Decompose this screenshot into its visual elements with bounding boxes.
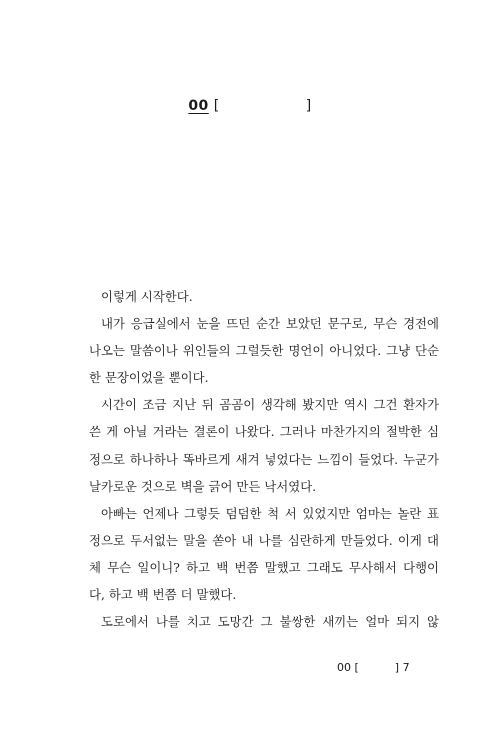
paragraph-3-line-1: 시간이 조금 지난 뒤 곰곰이 생각해 봤지만 역시 그건 환자가 bbox=[101, 397, 439, 413]
page-number: 7 bbox=[402, 661, 410, 674]
paragraph-4-line-1: 아빠는 언제나 그렇듯 덤덤한 척 서 있었지만 엄마는 놀란 표 bbox=[101, 505, 439, 521]
paragraph-1-line-1: 이렇게 시작한다. bbox=[101, 289, 193, 304]
paragraph-5-line-1: 도로에서 나를 치고 도망간 그 불쌍한 새끼는 얼마 되지 않 bbox=[101, 614, 439, 630]
paragraph-3-line-4: 날카로운 것으로 벽을 긁어 만든 낙서였다. bbox=[89, 478, 317, 494]
paragraph-2-line-3: 한 문장이었을 뿐이다. bbox=[89, 370, 209, 386]
paragraph-2-line-1: 내가 응급실에서 눈을 뜨던 순간 보았던 문구로, 무슨 경전에 bbox=[101, 316, 439, 332]
paragraph-3-line-3: 정으로 하나하나 똑바르게 새겨 넣었다는 느낌이 들었다. 누군가 bbox=[89, 451, 439, 467]
footer-open-bracket: [ bbox=[354, 661, 359, 674]
paragraph-4-line-4: 다, 하고 백 번쯤 더 말했다. bbox=[89, 587, 237, 603]
chapter-heading bbox=[0, 98, 500, 114]
paragraph-4-line-3: 체 무슨 일이니? 하고 백 번쯤 말했고 그래도 무사해서 다행이 bbox=[89, 559, 439, 575]
page-footer bbox=[337, 661, 410, 674]
chapter-close-bracket: ] bbox=[305, 98, 312, 114]
paragraph-2-line-2: 나오는 말씀이나 위인들의 그럴듯한 명언이 아니었다. 그냥 단순 bbox=[89, 343, 439, 359]
footer-chapter-label: 00 bbox=[337, 661, 351, 674]
chapter-number: 00 bbox=[188, 98, 209, 114]
chapter-open-bracket: [ bbox=[213, 98, 220, 114]
footer-close-bracket: ] bbox=[394, 661, 400, 674]
paragraph-4-line-2: 정으로 두서없는 말을 쏟아 내 나를 심란하게 만들었다. 이게 대 bbox=[89, 532, 439, 548]
body-text bbox=[89, 283, 439, 635]
paragraph-3-line-2: 쓴 게 아닐 거라는 결론이 나왔다. 그러나 마찬가지의 절박한 심 bbox=[89, 424, 439, 440]
